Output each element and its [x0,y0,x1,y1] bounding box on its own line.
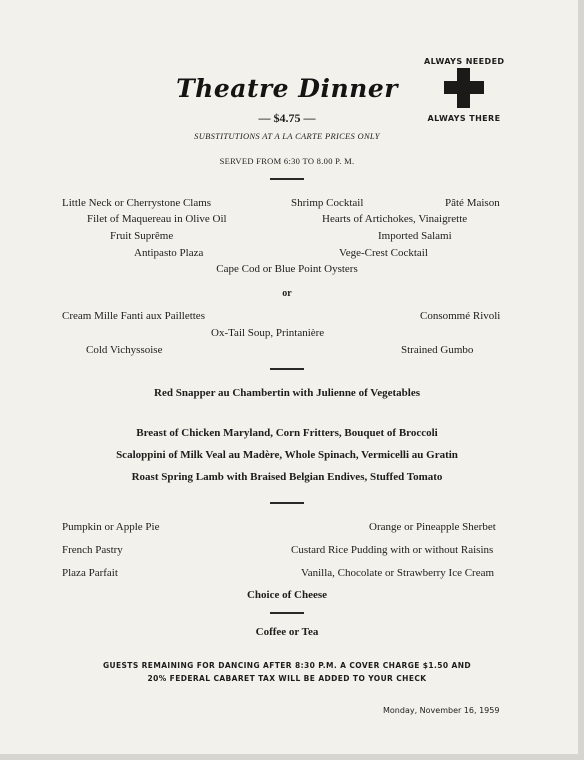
dessert-item: Pumpkin or Apple Pie [62,521,160,533]
cover-charge-note: GUESTS REMAINING FOR DANCING AFTER 8:30 P.M. A COVER CHARGE $1.50 AND [102,661,472,670]
appetizer-item: Cape Cod or Blue Point Oysters [216,263,358,275]
cheese-course: Choice of Cheese [246,589,328,601]
entree-item: Roast Spring Lamb with Braised Belgian Endives, Stuffed Tomato [131,471,443,483]
soup-item: Cream Mille Fanti aux Paillettes [62,310,205,322]
divider [270,178,304,180]
appetizer-item: Pâté Maison [445,197,500,209]
menu-price: — $4.75 — [258,111,316,125]
dessert-item: Custard Rice Pudding with or without Raisins [291,544,494,556]
soup-item: Consommé Rivoli [420,310,501,322]
appetizer-item: Vege-Crest Cocktail [339,247,428,259]
menu-date: Monday, November 16, 1959 [383,706,500,715]
appetizer-item: Little Neck or Cherrystone Clams [62,197,212,209]
appetizer-item: Shrimp Cocktail [291,197,364,209]
divider [270,368,304,370]
beverage-course: Coffee or Tea [255,626,319,638]
dessert-item: French Pastry [62,544,123,556]
appetizer-item: Imported Salami [378,230,452,242]
dessert-item: Orange or Pineapple Sherbet [369,521,496,533]
soup-item: Strained Gumbo [401,344,474,356]
appetizer-item: Hearts of Artichokes, Vinaigrette [322,213,468,225]
entree-item: Breast of Chicken Maryland, Corn Fritters, Bouquet of Broccoli [136,427,438,439]
or-separator: or [282,288,292,299]
cabaret-tax-note: 20% FEDERAL CABARET TAX WILL BE ADDED TO YOUR CHECK [147,674,427,683]
appetizer-item: Filet of Maquereau in Olive Oil [87,213,227,225]
serving-hours: SERVED FROM 6:30 TO 8.00 P. M. [219,156,355,166]
badge-bottom-text: ALWAYS THERE [427,114,501,123]
fish-course: Red Snapper au Chambertin with Julienne of Vegetables [154,387,420,399]
dessert-item: Vanilla, Chocolate or Strawberry Ice Cream [301,567,495,579]
appetizer-item: Antipasto Plaza [134,247,204,259]
appetizer-item: Fruit Suprême [110,230,174,242]
soup-item: Cold Vichyssoise [86,344,163,356]
divider [270,502,304,504]
divider [270,612,304,614]
dessert-item: Plaza Parfait [62,567,118,579]
menu-title: Theatre Dinner [176,74,398,103]
soup-item: Ox-Tail Soup, Printanière [211,327,325,339]
entree-item: Scaloppini of Milk Veal au Madère, Whole Spinach, Vermicelli au Gratin [116,449,458,461]
substitutions-note: SUBSTITUTIONS AT A LA CARTE PRICES ONLY [194,131,380,141]
badge-top-text: ALWAYS NEEDED [424,57,505,66]
